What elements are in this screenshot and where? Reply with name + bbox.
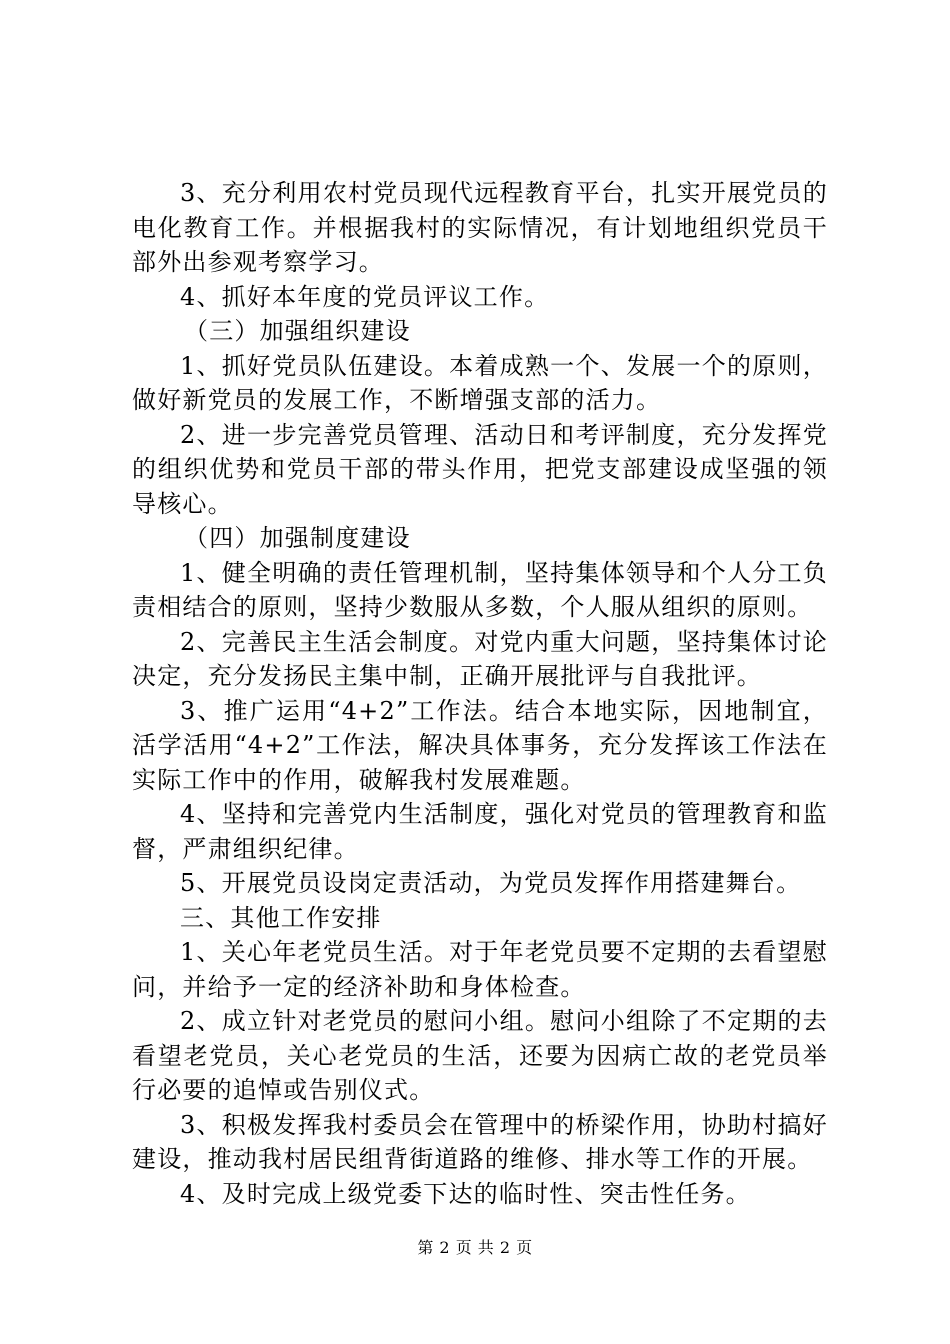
page-number-footer: 第 2 页 共 2 页 bbox=[417, 1238, 533, 1257]
document-body bbox=[132, 176, 828, 1211]
paragraph-item-3-remote-education: 3、充分利用农村党员现代远程教育平台，扎实开展党员的电化教育工作。并根据我村的实际情况，有计划地组织党员干部外出参观考察学习。 bbox=[132, 179, 828, 276]
section-heading-other-work: 三、其他工作安排 bbox=[180, 903, 382, 932]
paragraph-item-2-condolence-group: 2、成立针对老党员的慰问小组。慰问小组除了不定期的去看望老党员，关心老党员的生活，还要为因病亡故的老党员举行必要的追悼或告别仪式。 bbox=[132, 1007, 828, 1104]
paragraph-item-5-post-duty: 5、开展党员设岗定责活动，为党员发挥作用搭建舞台。 bbox=[180, 869, 802, 897]
paragraph-item-3-committee-bridge: 3、积极发挥我村委员会在管理中的桥梁作用，协助村搞好建设，推动我村居民组背街道路的维修、排水等工作的开展。 bbox=[132, 1110, 828, 1173]
paragraph-item-1-elderly-care: 1、关心年老党员生活。对于年老党员要不定期的去看望慰问，并给予一定的经济补助和身体检查。 bbox=[132, 938, 828, 1001]
paragraph-item-2-management-system: 2、进一步完善党员管理、活动日和考评制度，充分发挥党的组织优势和党员干部的带头作用，把党支部建设成坚强的领导核心。 bbox=[132, 420, 828, 518]
paragraph-item-4-member-review: 4、抓好本年度的党员评议工作。 bbox=[180, 282, 550, 311]
paragraph-item-4-urgent-tasks: 4、及时完成上级党委下达的临时性、突击性任务。 bbox=[180, 1179, 751, 1208]
paragraph-item-1-team-building: 1、抓好党员队伍建设。本着成熟一个、发展一个的原则，做好新党员的发展工作，不断增强支部的活力。 bbox=[132, 351, 828, 414]
paragraph-item-3-work-method: 3、推广运用“4+2”工作法。结合本地实际，因地制宜，活学活用“4+2”工作法，解决具体事务，充分发挥该工作法在实际工作中的作用，破解我村发展难题。 bbox=[132, 696, 828, 794]
paragraph-item-2-democratic-life: 2、完善民主生活会制度。对党内重大问题，坚持集体讨论决定，充分发扬民主集中制，正确开展批评与自我批评。 bbox=[132, 627, 828, 690]
section-heading-organization: （三）加强组织建设 bbox=[184, 317, 411, 345]
section-heading-system: （四）加强制度建设 bbox=[184, 524, 411, 552]
paragraph-item-4-party-life: 4、坚持和完善党内生活制度，强化对党员的管理教育和监督，严肃组织纪律。 bbox=[132, 800, 828, 863]
paragraph-item-1-responsibility: 1、健全明确的责任管理机制，坚持集体领导和个人分工负责相结合的原则，坚持少数服从多数，个人服从组织的原则。 bbox=[132, 558, 828, 621]
